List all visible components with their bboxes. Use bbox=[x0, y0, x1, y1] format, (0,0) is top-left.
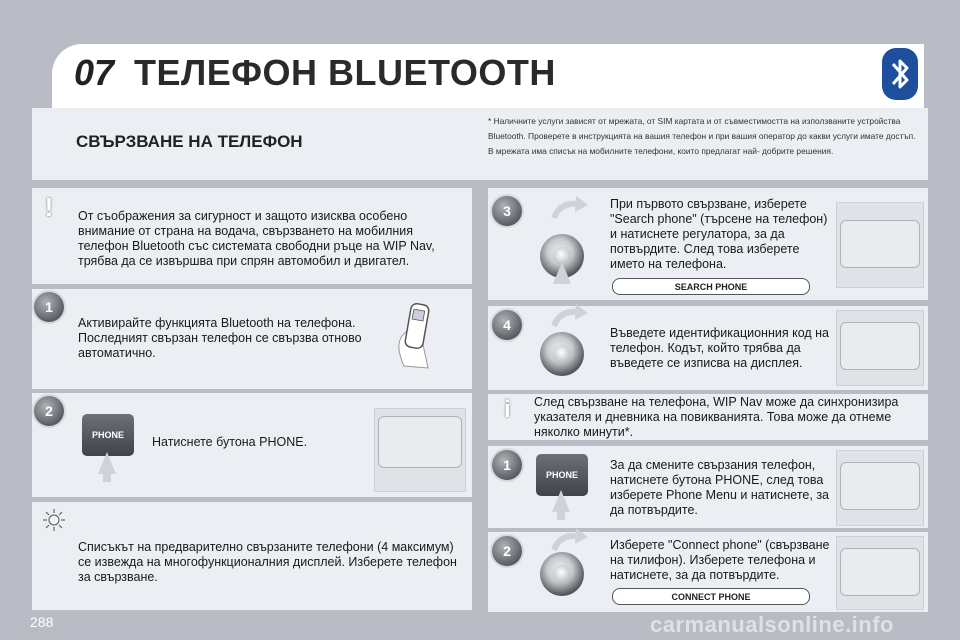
bluetooth-icon bbox=[880, 46, 920, 102]
stepB1-text: За да смените свързания телефон, натиснете бутона PHONE, след това изберете Phone Menu и натиснете, за да потвърдите. bbox=[610, 458, 830, 517]
connect-phone-label: CONNECT PHONE bbox=[612, 588, 810, 605]
radio-unit-image bbox=[840, 220, 920, 268]
warning-icon: ! bbox=[44, 192, 54, 222]
radio-unit-image bbox=[840, 462, 920, 510]
radio-unit-image bbox=[840, 548, 920, 596]
footnote-text: * Наличните услуги зависят от мрежата, от SIM картата и от съвместимостта на използваните устройства Bluetooth. Проверете в инструкцията на вашия телефон и при вашия оператор до какви услуги имате достъп. В мрежата има списък на мобилните телефони, които предлагат най- добрите решения. bbox=[488, 116, 916, 156]
rotate-arrow-icon bbox=[550, 528, 590, 552]
page-number: 288 bbox=[30, 614, 54, 630]
step2-text: Натиснете бутона PHONE. bbox=[152, 435, 308, 449]
press-arrow-icon bbox=[553, 262, 571, 284]
tip-text: Списъкът на предварително свързаните телефони (4 максимум) се извежда на многофункционалния дисплей. Изберете телефон за свързване. bbox=[78, 540, 457, 584]
step3-text: При първото свързване, изберете "Search phone" (търсене на телефон) и натиснете регулатора, за да потвърдите. След това изберете името на телефона. bbox=[610, 197, 828, 271]
light-bulb-icon bbox=[42, 508, 66, 532]
search-phone-label: SEARCH PHONE bbox=[612, 278, 810, 295]
page-title: ТЕЛЕФОН BLUETOOTH bbox=[134, 52, 556, 93]
info-text: След свързване на телефона, WIP Nav може да синхронизира указателя и дневника на повикванията. Това може да отнеме няколко минути*. bbox=[534, 395, 899, 439]
stepB2-text: Изберете "Connect phone" (свързване на тилифон). Изберете телефона и натиснете, за да потвърдите. bbox=[610, 538, 830, 582]
step4-text: Въведете идентификационния код на телефон. Кодът, който трябва да въведете се изписва на дисплея. bbox=[610, 326, 830, 370]
info-icon: i bbox=[504, 396, 511, 423]
step4-badge: 4 bbox=[492, 310, 522, 340]
arrow-up-stem bbox=[557, 508, 565, 520]
rotate-arrow-icon bbox=[550, 304, 590, 328]
mobile-phone-icon bbox=[382, 296, 458, 376]
radio-unit-image bbox=[840, 322, 920, 370]
stepB2-badge: 2 bbox=[492, 536, 522, 566]
control-knob[interactable] bbox=[540, 332, 584, 376]
warning-text: От съображения за сигурност и защото изисква особено внимание от страна на водача, свързването на мобилния телефон Bluetooth със системата свободни ръце на WIP Nav, трябва да се извършва при спрян автомобил и двигател. bbox=[78, 209, 435, 268]
radio-unit-image bbox=[378, 416, 462, 468]
chapter-number: 07 bbox=[74, 52, 115, 93]
step3-badge: 3 bbox=[492, 196, 522, 226]
watermark: carmanualsonline.info bbox=[650, 612, 894, 637]
step1-text: Активирайте функцията Bluetooth на телефона. Последният свързан телефон се свързва отново автоматично. bbox=[78, 316, 362, 360]
step1-badge: 1 bbox=[34, 292, 64, 322]
control-knob[interactable] bbox=[540, 552, 584, 596]
section-title: СВЪРЗВАНЕ НА ТЕЛЕФОН bbox=[76, 132, 303, 151]
rotate-arrow-icon bbox=[550, 196, 590, 220]
phone-button[interactable]: PHONE bbox=[82, 414, 134, 456]
phone-button[interactable]: PHONE bbox=[536, 454, 588, 496]
arrow-up-stem bbox=[103, 470, 111, 482]
step2-badge: 2 bbox=[34, 396, 64, 426]
stepB1-badge: 1 bbox=[492, 450, 522, 480]
